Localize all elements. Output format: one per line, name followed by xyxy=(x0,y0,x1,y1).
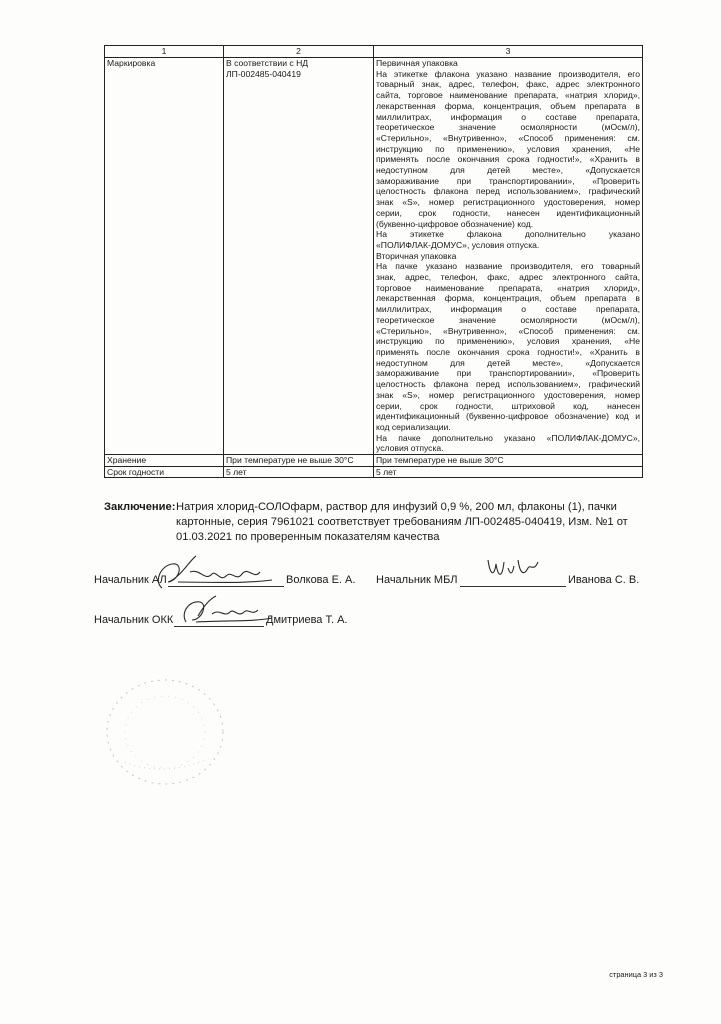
signature-role: Начальник МБЛ xyxy=(376,574,458,586)
result-line: код сериализации. xyxy=(376,421,451,432)
result-line: «Стерильно», «Внутривенно», «Способ применения: см. xyxy=(376,325,640,336)
result-line: сайта, торговое наименование препарата, «натрия хлорид», xyxy=(376,90,640,101)
result-line: серии, срок годности, нанесен идентификационный xyxy=(376,207,640,218)
signature-underline xyxy=(460,586,566,587)
result-line: целостность флакона перед использованием», графический xyxy=(376,379,640,390)
result-line: миллилитрах, информация о составе препарата, xyxy=(376,304,640,315)
result-line: (буквенно-цифровое обозначение) код. xyxy=(376,218,534,229)
signature-name: Дмитриева Т. А. xyxy=(266,614,348,626)
norm-line: В соответствии с НД xyxy=(226,58,309,68)
result-line: На пачке указано название производителя, его товарный xyxy=(376,261,640,272)
result-line: знак «S», номер регистрационного удостоверения, номер xyxy=(376,197,640,208)
table-row-shelf-life xyxy=(105,466,643,478)
result-line: знак «S», номер регистрационного удостоверения, номер xyxy=(376,389,640,400)
result-line: миллилитрах, информация о составе препарата, xyxy=(376,111,640,122)
result-line: товарный знак, адрес, телефон, факс, адрес электронного xyxy=(376,79,640,90)
result-cell: При температуре не выше 30°С xyxy=(374,455,643,467)
result-line: торговое наименование препарата, «натрия хлорид», xyxy=(376,282,640,293)
handwritten-signature-icon xyxy=(150,552,280,594)
conclusion-block xyxy=(104,500,652,545)
result-line: условия отпуска. xyxy=(376,443,444,454)
conclusion-text: Натрия хлорид-СОЛОфарм, раствор для инфузий 0,9 %, 200 мл, флаконы (1), пачки картонные, серия 7961021 соответствует требованиям ЛП-002485-040419, Изм. №1 от 01.03.2021 по проверенным показателям качества xyxy=(176,501,628,543)
result-line: замораживание при транспортировании», «Проверить xyxy=(376,368,640,379)
param-cell: Срок годности xyxy=(105,466,224,478)
signature-role: Начальник ОКК xyxy=(94,614,174,626)
result-line: На пачке дополнительно указано «ПОЛИФЛАК-ДОМУС», xyxy=(376,432,640,443)
signature-name: Иванова С. В. xyxy=(568,574,640,586)
result-line: На этикетке флакона указано название производителя, его xyxy=(376,68,640,79)
signature-name: Волкова Е. А. xyxy=(286,574,356,586)
conclusion-label: Заключение: xyxy=(104,501,176,513)
param-cell: Хранение xyxy=(105,455,224,467)
result-cell xyxy=(374,58,643,455)
result-line: недоступном для детей месте», «Допускается xyxy=(376,165,640,176)
norm-cell: При температуре не выше 30°С xyxy=(224,455,374,467)
result-line: целостность флакона перед использованием», графический xyxy=(376,186,640,197)
result-line: инструкцию по применению», условия хранения, «Не xyxy=(376,143,640,154)
norm-cell xyxy=(224,58,374,455)
result-line: замораживание при транспортировании», «Проверить xyxy=(376,175,640,186)
result-line: лекарственная форма, концентрация, объем препарата в xyxy=(376,293,640,304)
table-header-row xyxy=(105,46,643,58)
result-line: инструкцию по применению», условия хранения, «Не xyxy=(376,336,640,347)
column-number-2: 2 xyxy=(224,46,374,58)
result-line: теоретическое значение осмолярности (мОсм/л), xyxy=(376,122,640,133)
page-number: страница 3 из 3 xyxy=(609,970,663,979)
result-line: применять после окончания срока годности!», «Хранить в xyxy=(376,346,640,357)
packaging-heading: Вторичная упаковка xyxy=(376,250,457,261)
table-row-marking xyxy=(105,58,643,455)
result-line: серии, срок годности, штриховой код, нанесен xyxy=(376,400,640,411)
result-line: «ПОЛИФЛАК-ДОМУС», условия отпуска. xyxy=(376,239,540,250)
handwritten-signature-icon xyxy=(482,554,542,586)
handwritten-signature-icon xyxy=(176,592,276,630)
result-line: теоретическое значение осмолярности (мОсм/л), xyxy=(376,314,640,325)
norm-cell: 5 лет xyxy=(224,466,374,478)
column-number-1: 1 xyxy=(105,46,224,58)
table-row-storage xyxy=(105,455,643,467)
column-number-3: 3 xyxy=(374,46,643,58)
result-line: «Стерильно», «Внутривенно», «Способ применения: см. xyxy=(376,132,640,143)
packaging-heading: Первичная упаковка xyxy=(376,58,458,68)
param-cell: Маркировка xyxy=(105,58,224,455)
result-line: применять после окончания срока годности!», «Хранить в xyxy=(376,154,640,165)
signature-role: Начальник АЛ xyxy=(94,574,167,586)
result-line: лекарственная форма, концентрация, объем препарата в xyxy=(376,100,640,111)
result-line: недоступном для детей месте», «Допускается xyxy=(376,357,640,368)
result-line: На этикетке флакона дополнительно указано xyxy=(376,229,640,240)
norm-line: ЛП-002485-040419 xyxy=(226,68,301,79)
result-cell: 5 лет xyxy=(374,466,643,478)
result-line: идентификационный (буквенно-цифровое обозначение) код и xyxy=(376,411,640,422)
specification-table xyxy=(104,45,643,478)
result-line: знак, адрес, телефон, факс, адрес электронного сайта, xyxy=(376,272,640,283)
faint-stamp-icon xyxy=(95,672,235,792)
